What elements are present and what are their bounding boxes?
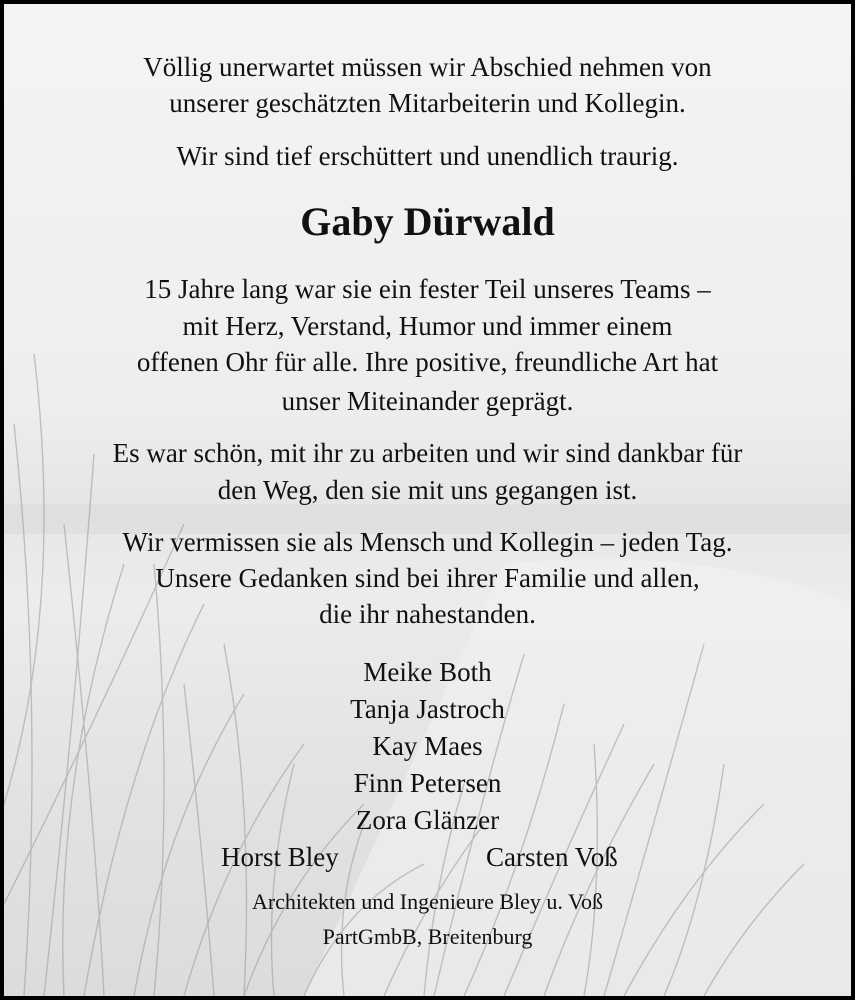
company-line: Architekten und Ingenieure Bley u. Voß (251, 889, 604, 914)
intro-line: Völlig unerwartet müssen wir Abschied nehmen von (143, 52, 712, 82)
paragraph-line: unser Miteinander geprägt. (281, 386, 574, 416)
intro-line: Wir sind tief erschüttert und unendlich traurig. (176, 141, 679, 171)
paragraph-line: Wir vermissen sie als Mensch und Kollegin – jeden Tag. (122, 527, 733, 557)
intro-line: unserer geschätzten Mitarbeiterin und Kollegin. (169, 88, 686, 118)
signatory: Meike Both (363, 657, 492, 687)
deceased-name: Gaby Dürwald (300, 199, 555, 244)
paragraph-line: 15 Jahre lang war sie ein fester Teil unseres Teams – (144, 274, 711, 304)
paragraph-line: die ihr nahestanden. (319, 599, 536, 629)
partner-name: Horst Bley (221, 842, 339, 872)
signatory: Kay Maes (372, 731, 483, 761)
signatory: Zora Glänzer (355, 805, 500, 835)
paragraph-line: Unsere Gedanken sind bei ihrer Familie und allen, (155, 563, 700, 593)
company-line: PartGmbB, Breitenburg (322, 924, 533, 949)
partner-name: Carsten Voß (486, 842, 618, 872)
signatory: Finn Petersen (353, 768, 502, 798)
paragraph-line: mit Herz, Verstand, Humor und immer einem (182, 311, 673, 341)
paragraph-line: offenen Ohr für alle. Ihre positive, freundliche Art hat (136, 347, 719, 377)
signatory: Tanja Jastroch (350, 694, 505, 724)
paragraph-line: den Weg, den sie mit uns gegangen ist. (217, 475, 638, 505)
paragraph-line: Es war schön, mit ihr zu arbeiten und wir sind dankbar für (112, 438, 743, 468)
